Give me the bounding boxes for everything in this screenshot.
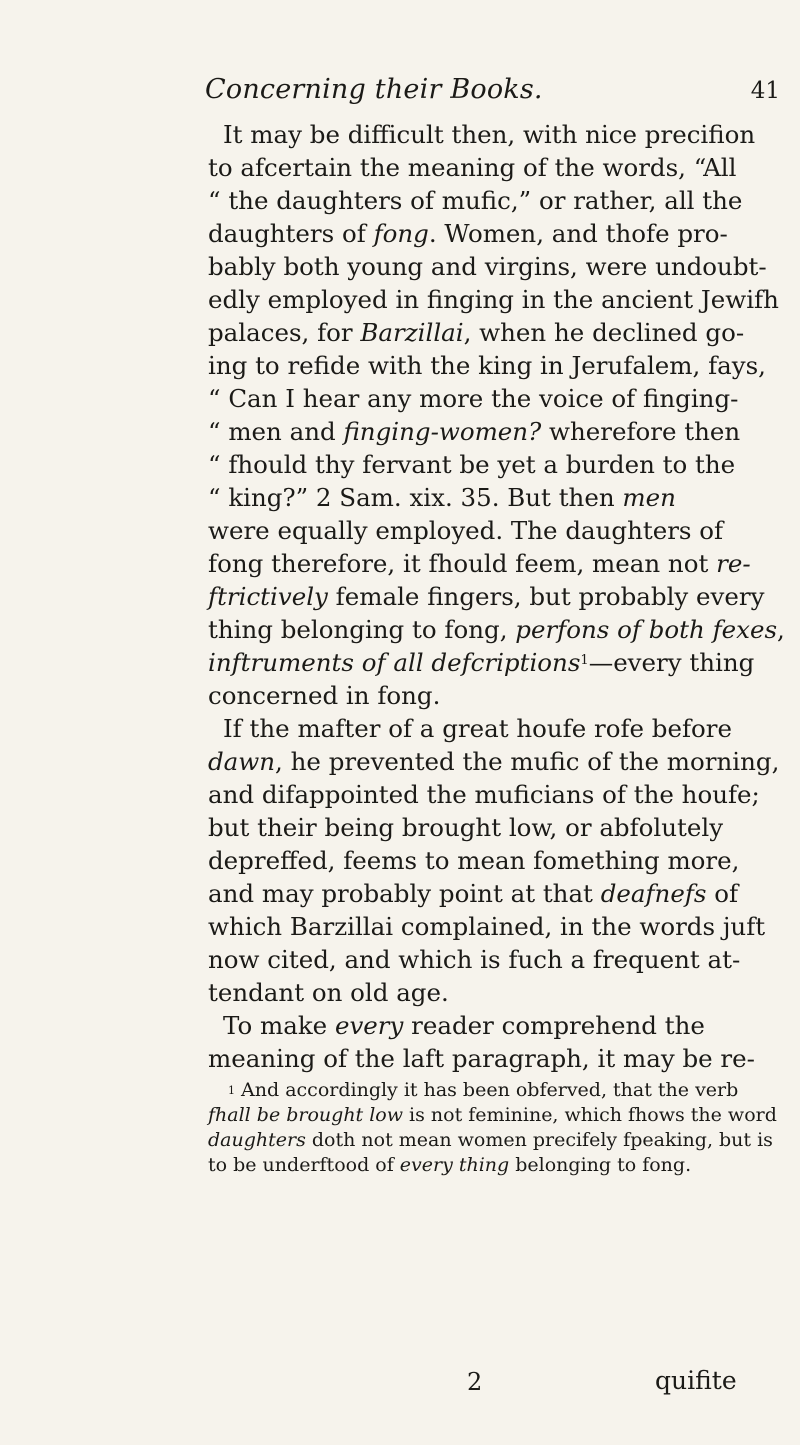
page-header — [205, 70, 780, 110]
page-number: 41 — [750, 78, 780, 104]
text-line: “ Can I hear any more the voice of finging- — [208, 384, 739, 413]
text-run: —every thing — [588, 648, 755, 677]
text-line: ftrictively female fingers, but probably every — [208, 582, 765, 611]
text-line: “ men and finging-women? wherefore then — [208, 417, 741, 446]
text-line: which Barzillai complained, in the words juft — [208, 912, 766, 941]
italic-phrase: inftruments of all defcriptions — [208, 648, 581, 677]
text-line: to afcertain the meaning of the words, “All — [208, 153, 737, 182]
catchword: quifite — [655, 1366, 737, 1395]
text-line: fong therefore, it fhould feem, mean not re- — [208, 549, 751, 578]
text-line: palaces, for Barzillai, when he declined go- — [208, 318, 745, 347]
text-line: concerned in fong. — [208, 681, 441, 710]
footnote-reference: 1 — [580, 653, 589, 668]
text-line: depreffed, feems to mean fomething more, — [208, 846, 740, 875]
text-line: edly employed in finging in the ancient Jewifh — [208, 285, 779, 314]
text-line: “ king?” 2 Sam. xix. 35. But then men — [208, 483, 676, 512]
text-line: but their being brought low, or abfolutely — [208, 813, 724, 842]
text-line: and may probably point at that deafnefs of — [208, 879, 739, 908]
text-line: daughters of fong. Women, and thofe pro- — [208, 219, 728, 248]
text-line: It may be difficult then, with nice precifion — [223, 120, 756, 149]
text-line: ing to refide with the king in Jerufalem, fays, — [208, 351, 766, 380]
footnote-line: daughters doth not mean women precifely fpeaking, but is — [208, 1129, 773, 1151]
text-line: and difappointed the muficians of the houfe; — [208, 780, 760, 809]
text-line: meaning of the laft paragraph, it may be re- — [208, 1044, 755, 1073]
footnote-text: And accordingly it has been obferved, that the verb — [241, 1079, 739, 1101]
text-line: dawn, he prevented the mufic of the morning, — [208, 747, 780, 776]
text-line — [208, 646, 754, 679]
footnote-line — [228, 1078, 738, 1103]
text-line: now cited, and which is fuch a frequent at- — [208, 945, 741, 974]
running-head: Concerning their Books. — [205, 74, 543, 105]
text-line: “ the daughters of mufic,” or rather, all the — [208, 186, 743, 215]
text-line: bably both young and virgins, were undoubt- — [208, 252, 767, 281]
text-line: If the mafter of a great houfe rofe before — [223, 714, 733, 743]
text-line: To make every reader comprehend the — [223, 1011, 705, 1040]
footnote-line: fhall be brought low is not feminine, which fhows the word — [208, 1104, 777, 1126]
text-line: tendant on old age. — [208, 978, 449, 1007]
text-line: thing belonging to fong, perfons of both fexes, — [208, 615, 785, 644]
footnote-line: to be underftood of every thing belonging to fong. — [208, 1154, 692, 1176]
footnote-marker: 1 — [228, 1084, 235, 1097]
text-line: were equally employed. The daughters of — [208, 516, 724, 545]
text-line: “ fhould thy fervant be yet a burden to the — [208, 450, 736, 479]
signature-mark: 2 — [467, 1368, 483, 1396]
